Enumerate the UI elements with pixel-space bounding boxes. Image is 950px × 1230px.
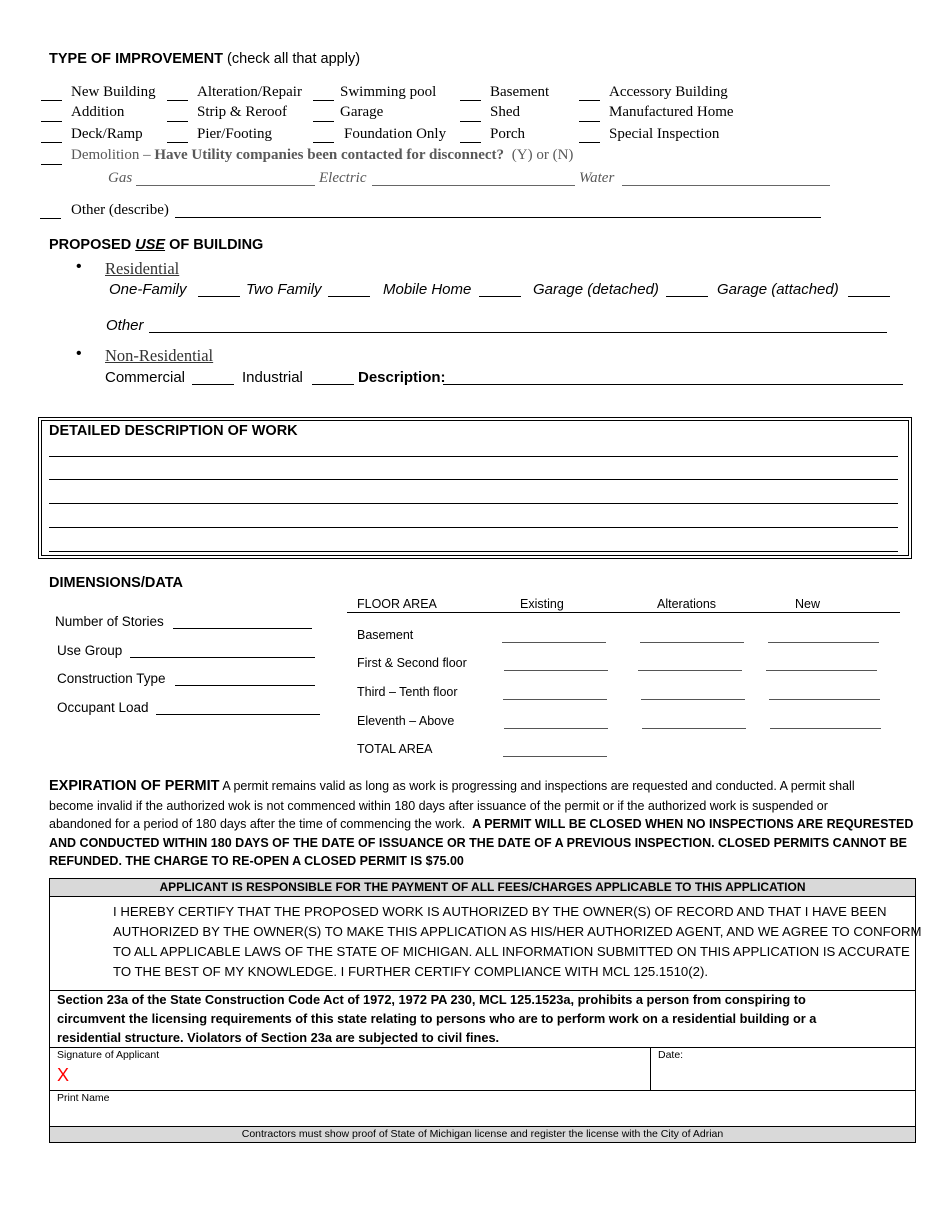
date-field[interactable]	[650, 1047, 916, 1091]
utility-gas-field[interactable]	[136, 185, 315, 186]
option-addition: Addition	[71, 104, 125, 120]
residential-garage-attached-label: Garage (attached)	[717, 281, 839, 298]
construction-type-field[interactable]	[175, 685, 315, 686]
utility-gas-label: Gas	[108, 170, 133, 186]
commercial-field[interactable]	[192, 384, 234, 385]
expiration-paragraph-line2: become invalid if the authorized wok is not commenced within 180 days after issuance of the permit or if the authorized work is suspended or	[49, 799, 828, 813]
nonres-description-label: Description:	[358, 369, 446, 386]
basement-existing-field[interactable]	[502, 642, 606, 643]
option-special-inspection: Special Inspection	[609, 126, 720, 142]
expiration-paragraph-line3: abandoned for a period of 180 days after the time of commencing the work. A PERMIT WILL BE CLOSED WHEN NO INSPECTIONS ARE REQURESTED	[49, 817, 914, 831]
residential-one-family-label: One-Family	[109, 281, 187, 298]
industrial-field[interactable]	[312, 384, 354, 385]
checkbox-foundation-only[interactable]	[313, 142, 334, 143]
eleventh-above-alterations-field[interactable]	[642, 728, 746, 729]
residential-garage-attached-field[interactable]	[848, 296, 890, 297]
description-line[interactable]	[49, 503, 898, 504]
expiration-paragraph-line1: EXPIRATION OF PERMIT A permit remains valid as long as work is progressing and inspections are requested and conducted. A permit shall	[49, 778, 855, 794]
option-porch: Porch	[490, 126, 525, 142]
third-tenth-alterations-field[interactable]	[641, 699, 745, 700]
expiration-paragraph-line4: AND CONDUCTED WITHIN 180 DAYS OF THE DATE OF ISSUANCE OR THE DATE OF A PREVIOUS INSPECTION. CLOSED PERMITS CANNOT BE	[49, 836, 907, 850]
residential-two-family-label: Two Family	[246, 281, 322, 298]
type-of-improvement-heading: TYPE OF IMPROVEMENT (check all that apply)	[49, 51, 361, 67]
number-of-stories-field[interactable]	[173, 628, 312, 629]
description-line[interactable]	[49, 479, 898, 480]
option-alteration-repair: Alteration/Repair	[197, 84, 302, 100]
floor-row-total-area: TOTAL AREA	[357, 742, 433, 756]
option-strip-reroof: Strip & Reroof	[197, 104, 287, 120]
option-shed: Shed	[490, 104, 520, 120]
residential-mobile-home-field[interactable]	[479, 296, 521, 297]
occupant-load-label: Occupant Load	[57, 700, 149, 715]
section23a-line: residential structure. Violators of Section 23a are subjected to civil fines.	[57, 1030, 500, 1045]
checkbox-demolition[interactable]	[41, 164, 62, 165]
section23a-line: circumvent the licensing requirements of this state relating to persons who are to perform work on a residential building or a	[57, 1011, 817, 1026]
demolition-question: Have Utility companies been contacted for disconnect?	[154, 147, 505, 163]
basement-alterations-field[interactable]	[640, 642, 744, 643]
demolition-row	[71, 147, 573, 164]
existing-header: Existing	[520, 597, 564, 611]
basement-new-field[interactable]	[768, 642, 879, 643]
bullet-icon: •	[76, 258, 82, 275]
other-describe-field[interactable]	[175, 217, 821, 218]
floor-area-header: FLOOR AREA	[357, 597, 437, 611]
construction-type-label: Construction Type	[57, 671, 166, 686]
checkbox-other[interactable]	[40, 218, 61, 219]
utility-electric-label: Electric	[319, 170, 367, 186]
alterations-header: Alterations	[657, 597, 717, 611]
residential-two-family-field[interactable]	[328, 296, 370, 297]
floor-row-basement: Basement	[357, 628, 414, 642]
floor-row-third-tenth: Third – Tenth floor	[357, 685, 458, 699]
checkbox-basement[interactable]	[460, 100, 481, 101]
certification-line: TO THE BEST OF MY KNOWLEDGE. I FURTHER CERTIFY COMPLIANCE WITH MCL 125.1510(2).	[113, 964, 709, 979]
floor-area-header-rule	[347, 612, 900, 613]
option-basement: Basement	[490, 84, 550, 100]
print-name-label: Print Name	[57, 1092, 110, 1104]
checkbox-porch[interactable]	[460, 142, 481, 143]
residential-other-field[interactable]	[149, 332, 887, 333]
checkbox-shed[interactable]	[460, 121, 481, 122]
occupant-load-field[interactable]	[156, 714, 320, 715]
description-line[interactable]	[49, 551, 898, 552]
commercial-label: Commercial	[105, 369, 186, 386]
residential-garage-detached-field[interactable]	[666, 296, 708, 297]
floor-row-eleventh-above: Eleventh – Above	[357, 714, 455, 728]
checkbox-strip-reroof[interactable]	[167, 121, 188, 122]
section23a-line: Section 23a of the State Construction Code Act of 1972, 1972 PA 230, MCL 125.1523a, prohibits a person from conspiring to	[57, 992, 806, 1007]
first-second-existing-field[interactable]	[504, 670, 608, 671]
use-group-field[interactable]	[130, 657, 315, 658]
option-foundation-only: Foundation Only	[344, 126, 447, 142]
expiration-paragraph-line5: REFUNDED. THE CHARGE TO RE-OPEN A CLOSED PERMIT IS $75.00	[49, 854, 464, 868]
checkbox-deck-ramp[interactable]	[41, 142, 62, 143]
contractor-license-note: Contractors must show proof of State of Michigan license and register the license with the City of Adrian	[49, 1126, 916, 1143]
eleventh-above-existing-field[interactable]	[504, 728, 608, 729]
option-new-building: New Building	[71, 84, 156, 100]
expiration-heading: EXPIRATION OF PERMIT	[49, 778, 220, 794]
dimensions-heading: DIMENSIONS/DATA	[49, 575, 183, 591]
description-line[interactable]	[49, 527, 898, 528]
residential-one-family-field[interactable]	[198, 296, 240, 297]
option-garage: Garage	[340, 104, 384, 120]
first-second-alterations-field[interactable]	[638, 670, 742, 671]
eleventh-above-new-field[interactable]	[770, 728, 881, 729]
checkbox-special-inspection[interactable]	[579, 142, 600, 143]
nonres-description-field[interactable]	[443, 384, 903, 385]
checkbox-new-building[interactable]	[41, 100, 62, 101]
certification-line: I HEREBY CERTIFY THAT THE PROPOSED WORK IS AUTHORIZED BY THE OWNER(S) OF RECORD AND THAT I HAVE BEEN	[113, 904, 887, 919]
non-residential-heading: Non-Residential	[105, 346, 214, 365]
demolition-label: Demolition –	[71, 147, 151, 163]
proposed-use-heading: PROPOSED USE OF BUILDING	[49, 237, 264, 253]
option-deck-ramp: Deck/Ramp	[71, 126, 143, 142]
certification-line: TO ALL APPLICABLE LAWS OF THE STATE OF MICHIGAN. ALL INFORMATION SUBMITTED ON THIS APPLICATION IS ACCURATE	[113, 944, 910, 959]
option-pier-footing: Pier/Footing	[197, 126, 273, 142]
industrial-label: Industrial	[242, 369, 303, 386]
bullet-icon: •	[76, 345, 82, 362]
third-tenth-existing-field[interactable]	[503, 699, 607, 700]
print-name-field[interactable]	[49, 1090, 916, 1127]
other-describe-label: Other (describe)	[71, 202, 169, 218]
checkbox-swimming-pool[interactable]	[313, 100, 334, 101]
total-area-existing-field[interactable]	[503, 756, 607, 757]
date-label: Date:	[658, 1049, 684, 1061]
residential-heading: Residential	[105, 259, 180, 278]
demolition-yn: (Y) or (N)	[511, 147, 574, 163]
utility-water-field[interactable]	[622, 185, 830, 186]
checkbox-alteration-repair[interactable]	[167, 100, 188, 101]
option-swimming-pool: Swimming pool	[340, 84, 437, 100]
checkbox-addition[interactable]	[41, 121, 62, 122]
signature-label: Signature of Applicant	[57, 1049, 160, 1061]
detailed-description-box	[41, 420, 909, 556]
option-accessory-building: Accessory Building	[609, 84, 728, 100]
description-line[interactable]	[49, 456, 898, 457]
utility-water-label: Water	[579, 170, 615, 186]
checkbox-garage[interactable]	[313, 121, 334, 122]
residential-other-label: Other	[106, 317, 144, 334]
floor-row-first-second: First & Second floor	[357, 656, 467, 670]
checkbox-manufactured-home[interactable]	[579, 121, 600, 122]
third-tenth-new-field[interactable]	[769, 699, 880, 700]
residential-mobile-home-label: Mobile Home	[383, 281, 472, 298]
utility-electric-field[interactable]	[372, 185, 575, 186]
option-manufactured-home: Manufactured Home	[609, 104, 734, 120]
certification-line: AUTHORIZED BY THE OWNER(S) TO MAKE THIS APPLICATION AS HIS/HER AUTHORIZED AGENT, AND WE AGREE TO CONFORM	[113, 924, 922, 939]
use-group-label: Use Group	[57, 643, 123, 658]
first-second-new-field[interactable]	[766, 670, 877, 671]
checkbox-accessory-building[interactable]	[579, 100, 600, 101]
detailed-description-heading: DETAILED DESCRIPTION OF WORK	[49, 423, 298, 439]
checkbox-pier-footing[interactable]	[167, 142, 188, 143]
number-of-stories-label: Number of Stories	[55, 614, 164, 629]
signature-x-mark: X	[57, 1065, 70, 1085]
fees-header-bar: APPLICANT IS RESPONSIBLE FOR THE PAYMENT OF ALL FEES/CHARGES APPLICABLE TO THIS APPLICATION	[49, 878, 916, 897]
new-header: New	[795, 597, 821, 611]
residential-garage-detached-label: Garage (detached)	[533, 281, 659, 298]
